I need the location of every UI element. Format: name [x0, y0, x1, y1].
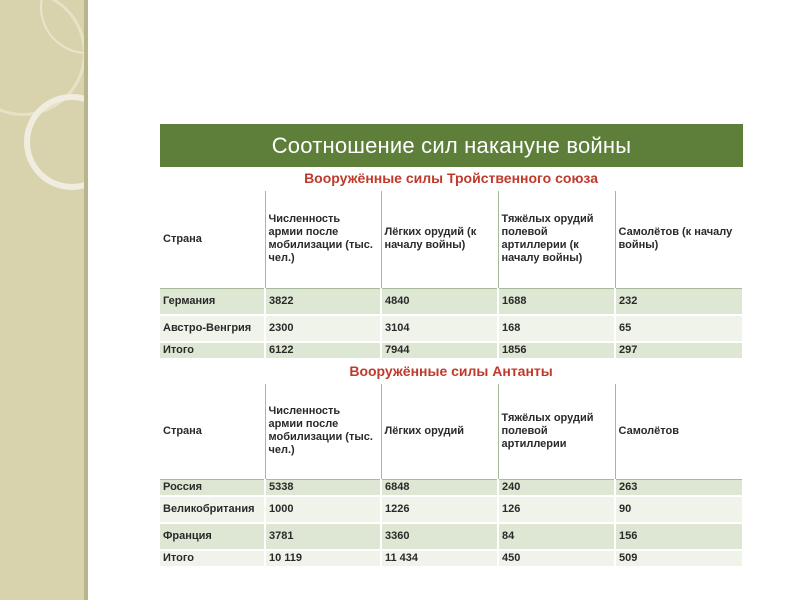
section-heading-row: [160, 167, 743, 190]
column-header: Лёгких орудий (к началу войны): [381, 190, 498, 288]
column-header: Численность армии после мобилизации (тыс. чел.): [265, 383, 381, 479]
header-row: [160, 383, 743, 479]
table-row: [160, 315, 743, 342]
decorative-sidebar: [0, 0, 88, 600]
slide-title: Соотношение сил накануне войны: [271, 132, 632, 158]
table-cell: Германия: [160, 288, 265, 315]
section-heading-alliance: Вооружённые силы Тройственного союза: [160, 167, 743, 190]
section-heading-row: [160, 359, 743, 383]
table-cell: 3104: [381, 315, 498, 342]
table-cell: 297: [615, 342, 743, 359]
table-cell: Франция: [160, 523, 265, 550]
table-cell: Россия: [160, 479, 265, 496]
table-cell: 263: [615, 479, 743, 496]
table-row: [160, 496, 743, 523]
table-cell: 156: [615, 523, 743, 550]
table-cell: 6848: [381, 479, 498, 496]
table-cell: 1688: [498, 288, 615, 315]
table-cell: 90: [615, 496, 743, 523]
table-cell: 1856: [498, 342, 615, 359]
table-cell: 168: [498, 315, 615, 342]
column-header: Лёгких орудий: [381, 383, 498, 479]
section-heading-entente: Вооружённые силы Антанты: [160, 359, 743, 383]
table-row-total: [160, 550, 743, 567]
table-row-total: [160, 342, 743, 359]
forces-table: [160, 167, 744, 568]
table-cell: 240: [498, 479, 615, 496]
table-cell: Итого: [160, 550, 265, 567]
table-cell: Австро-Венгрия: [160, 315, 265, 342]
table-cell: 5338: [265, 479, 381, 496]
table-cell: 7944: [381, 342, 498, 359]
table-cell: 6122: [265, 342, 381, 359]
header-row: [160, 190, 743, 288]
table-cell: 84: [498, 523, 615, 550]
column-header: Тяжёлых орудий полевой артиллерии (к началу войны): [498, 190, 615, 288]
decorative-edge: [84, 0, 88, 600]
table-cell: 3781: [265, 523, 381, 550]
table-cell: 1226: [381, 496, 498, 523]
table-cell: 509: [615, 550, 743, 567]
table-cell: 11 434: [381, 550, 498, 567]
table-row: [160, 479, 743, 496]
column-header: Тяжёлых орудий полевой артиллерии: [498, 383, 615, 479]
column-header: Страна: [160, 383, 265, 479]
table-cell: 3822: [265, 288, 381, 315]
table-cell: 10 119: [265, 550, 381, 567]
table-row: [160, 523, 743, 550]
table-cell: 4840: [381, 288, 498, 315]
column-header: Страна: [160, 190, 265, 288]
table-cell: Великобритания: [160, 496, 265, 523]
table-cell: 1000: [265, 496, 381, 523]
slide: [160, 124, 743, 564]
column-header: Самолётов (к началу войны): [615, 190, 743, 288]
table-cell: 232: [615, 288, 743, 315]
table-cell: 3360: [381, 523, 498, 550]
table-cell: 65: [615, 315, 743, 342]
table-row: [160, 288, 743, 315]
table-cell: 450: [498, 550, 615, 567]
column-header: Самолётов: [615, 383, 743, 479]
table-cell: 126: [498, 496, 615, 523]
table-cell: Итого: [160, 342, 265, 359]
title-bar: [160, 124, 743, 167]
table-cell: 2300: [265, 315, 381, 342]
column-header: Численность армии после мобилизации (тыс. чел.): [265, 190, 381, 288]
